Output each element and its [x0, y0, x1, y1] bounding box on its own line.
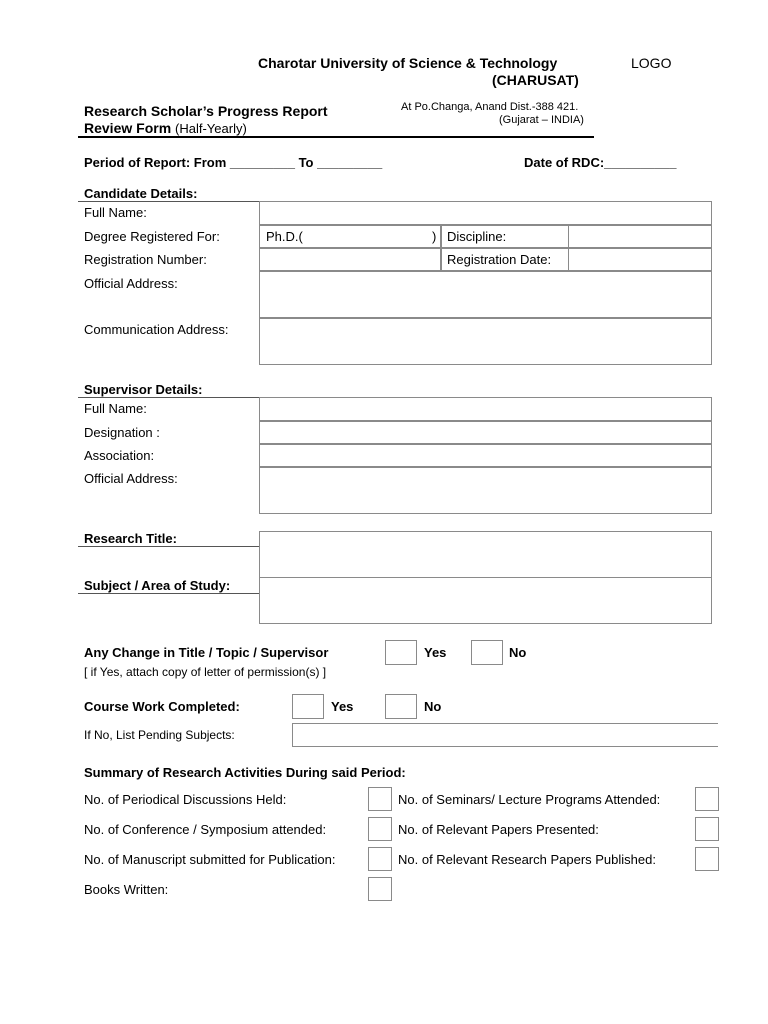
address-line-1: At Po.Changa, Anand Dist.-388 421.: [401, 101, 579, 113]
degree-value: Ph.D.(: [266, 229, 303, 244]
form-title: Research Scholar’s Progress Report: [84, 103, 328, 119]
university-abbr: (CHARUSAT): [492, 72, 579, 88]
designation-label: Designation :: [84, 425, 160, 440]
books-written-box[interactable]: [368, 877, 392, 901]
degree-field[interactable]: [259, 225, 441, 248]
periodical-discussions-label: No. of Periodical Discussions Held:: [84, 792, 287, 807]
coursework-label: Course Work Completed:: [84, 699, 240, 714]
papers-presented-box[interactable]: [695, 817, 719, 841]
form-subtitle: [84, 120, 247, 136]
research-title-label: Research Title:: [84, 531, 177, 546]
coursework-yes-checkbox[interactable]: [292, 694, 324, 719]
manuscript-label: No. of Manuscript submitted for Publication:: [84, 852, 336, 867]
change-yes-label: Yes: [424, 645, 447, 660]
reg-number-field[interactable]: [259, 248, 441, 271]
conference-label: No. of Conference / Symposium attended:: [84, 822, 327, 837]
coursework-no-label: No: [424, 699, 442, 714]
supervisor-heading: Supervisor Details:: [84, 382, 203, 397]
address-line-2: (Gujarat – INDIA): [499, 114, 584, 126]
subject-area-label: Subject / Area of Study:: [84, 578, 231, 593]
form-subtitle-suffix: (Half-Yearly): [175, 121, 247, 136]
supervisor-official-address-field[interactable]: [259, 467, 712, 514]
conference-box[interactable]: [368, 817, 392, 841]
reg-date-label-cell: [441, 248, 569, 271]
change-note: [ if Yes, attach copy of letter of permission(s) ]: [84, 665, 327, 679]
papers-presented-label: No. of Relevant Papers Presented:: [398, 822, 599, 837]
discipline-label: Discipline:: [447, 229, 507, 244]
supervisor-full-name-label: Full Name:: [84, 401, 147, 416]
change-yes-checkbox[interactable]: [385, 640, 417, 665]
form-subtitle-main: Review Form: [84, 120, 172, 136]
change-no-checkbox[interactable]: [471, 640, 503, 665]
subject-area-underline: [78, 593, 259, 594]
communication-address-field[interactable]: [259, 318, 712, 365]
change-label: Any Change in Title / Topic / Supervisor: [84, 645, 329, 660]
degree-label: Degree Registered For:: [84, 229, 220, 244]
association-label: Association:: [84, 448, 155, 463]
coursework-no-checkbox[interactable]: [385, 694, 417, 719]
discipline-label-cell: [441, 225, 569, 248]
designation-field[interactable]: [259, 421, 712, 444]
reg-date-label: Registration Date:: [447, 252, 552, 267]
candidate-official-address-field[interactable]: [259, 271, 712, 318]
candidate-full-name-field[interactable]: [259, 201, 712, 225]
seminars-box[interactable]: [695, 787, 719, 811]
reg-date-field[interactable]: [568, 248, 712, 271]
communication-address-label: Communication Address:: [84, 322, 229, 337]
candidate-full-name-label: Full Name:: [84, 205, 147, 220]
manuscript-box[interactable]: [368, 847, 392, 871]
coursework-yes-label: Yes: [331, 699, 354, 714]
papers-published-box[interactable]: [695, 847, 719, 871]
reg-number-label: Registration Number:: [84, 252, 207, 267]
logo-placeholder: LOGO: [631, 55, 672, 71]
books-written-label: Books Written:: [84, 882, 169, 897]
candidate-official-address-label: Official Address:: [84, 276, 178, 291]
supervisor-official-address-label: Official Address:: [84, 471, 178, 486]
degree-close-paren: ): [432, 229, 437, 244]
pending-subjects-field[interactable]: [292, 723, 718, 747]
period-of-report: Period of Report: From _________ To _________: [84, 155, 383, 170]
discipline-field[interactable]: [568, 225, 712, 248]
summary-heading: Summary of Research Activities During said Period:: [84, 765, 406, 780]
research-title-field[interactable]: [259, 531, 712, 578]
change-no-label: No: [509, 645, 527, 660]
pending-subjects-label: If No, List Pending Subjects:: [84, 728, 235, 742]
papers-published-label: No. of Relevant Research Papers Published:: [398, 852, 656, 867]
date-of-rdc: Date of RDC:__________: [524, 155, 677, 170]
seminars-label: No. of Seminars/ Lecture Programs Attended:: [398, 792, 661, 807]
research-title-underline: [78, 546, 259, 547]
header-divider: [78, 136, 594, 138]
periodical-discussions-box[interactable]: [368, 787, 392, 811]
association-field[interactable]: [259, 444, 712, 467]
candidate-heading: Candidate Details:: [84, 186, 198, 201]
university-name: Charotar University of Science & Technology: [258, 55, 558, 71]
subject-area-field[interactable]: [259, 577, 712, 624]
supervisor-full-name-field[interactable]: [259, 397, 712, 421]
